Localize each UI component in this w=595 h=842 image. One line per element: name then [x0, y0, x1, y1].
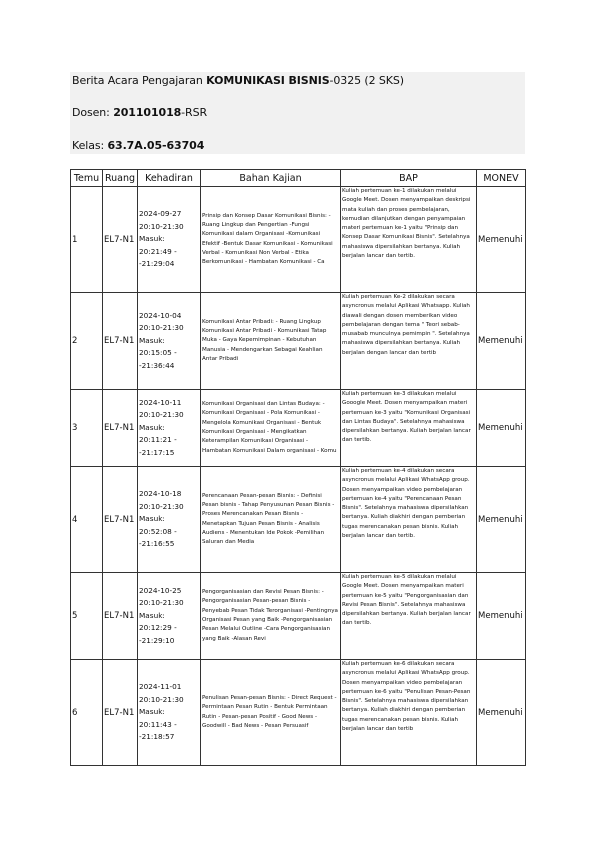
table-row: [71, 467, 526, 573]
bap-cell: Kuliah pertemuan Ke-2 dilakukan secara asyncronus melalui Aplikasi Whatsapp. Kuliah diawali dengan dosen memberikan video pembelajaran dengan tema " Teori sebab-musabab munculnya pemimpin ". Setelahnya mahasiswa dipersilahkan bertanya. Kuliah berjalan dengan lancar dan tertib: [341, 293, 477, 390]
bap-cell: Kuliah pertemuan ke-3 dilakukan melalui Gooogle Meet. Dosen menyampaikan materi pertemuan ke-3 yaitu "Komunikasi Organisasi dan Lintas Budaya". Setelahnya mahasiswa dipersilahkan bertanya. Kuliah berjalan lancar dan tertib.: [341, 390, 477, 467]
bap-cell: Kuliah pertemuan ke-4 dilakukan secara asyncronus melalui Aplikasi WhatsApp group. Dosen menyampaikan video pembelajaran pertemuan ke-4 yaitu "Perencanaan Pesan Bisnis". Setelahnya mahasiswa dipersilahkan bertanya. Kuliah diakhiri dengan pemberian tugas merencanakan pesan bisnis. Kuliah berjalan lancar dan tertib.: [341, 467, 477, 573]
ruang-cell: EL7-N1: [103, 187, 138, 293]
lecturer-suffix: -RSR: [181, 106, 208, 119]
table-row: [71, 293, 526, 390]
table-row: [71, 660, 526, 766]
bahan-kajian-cell: Prinsip dan Konsep Dasar Komunikasi Bisnis: - Ruang Lingkup dan Pengertian -Fungsi Komunikasi dalam Organisasi -Komunikasi Efektif -Bentuk Dasar Komunikasi - Komunikasi Verbal - Komunikasi Non Verbal - Etika Berkomunikasi - Hambatan Komunikasi - Ca: [201, 187, 341, 293]
kehadiran-cell: 2024-10-11 20:10-21:30 Masuk: 20:11:21 --21:17:15: [138, 390, 201, 467]
class-line: [72, 139, 204, 152]
monev-cell: Memenuhi: [477, 573, 526, 660]
table-row: [71, 187, 526, 293]
temu-cell: 5: [71, 573, 103, 660]
monev-cell: Memenuhi: [477, 467, 526, 573]
col-header-bahan-kajian: Bahan Kajian: [201, 170, 341, 187]
bahan-kajian-cell: Komunikasi Antar Pribadi: - Ruang Lingkup Komunikasi Antar Pribadi - Komunikasi Tatap Muka - Gaya Kepemimpinan - Kebutuhan Manusia - Mendengarkan Sebagai Keahlian Antar Pribadi: [201, 293, 341, 390]
bap-cell: Kuliah pertemuan ke-5 dilakukan melalui Google Meet. Dosen menyampaikan materi pertemuan ke-5 yaitu "Pengorganisasian dan Revisi Pesan Bisnis". Setelahnya mahasiswa dipersilahkan bertanya. Kuliah berjalan lancar dan tertib.: [341, 573, 477, 660]
class-code: 63.7A.05-63704: [107, 139, 205, 152]
kehadiran-cell: 2024-09-27 20:10-21:30 Masuk: 20:21:49 --21:29:04: [138, 187, 201, 293]
col-header-monev: MONEV: [477, 170, 526, 187]
table-row: [71, 573, 526, 660]
col-header-ruang: Ruang: [103, 170, 138, 187]
monev-cell: Memenuhi: [477, 293, 526, 390]
col-header-kehadiran: Kehadiran: [138, 170, 201, 187]
bahan-kajian-cell: Komunikasi Organisasi dan Lintas Budaya: - Komunikasi Organisasi - Pola Komunikasi - Mengelola Komunikasi Organisasi - Bentuk Komunikasi Organisasi - Mengikatkan Keterampilan Komunikasi Organisasi - Hambatan Komunikasi Dalam organisasi - Komu: [201, 390, 341, 467]
monev-cell: Memenuhi: [477, 390, 526, 467]
table-row: [71, 390, 526, 467]
course-suffix: -0325 (2 SKS): [329, 74, 404, 87]
col-header-temu: Temu: [71, 170, 103, 187]
kehadiran-cell: 2024-10-04 20:10-21:30 Masuk: 20:15:05 --21:36:44: [138, 293, 201, 390]
lecturer-line: [72, 106, 207, 119]
ruang-cell: EL7-N1: [103, 390, 138, 467]
kehadiran-cell: 2024-10-25 20:10-21:30 Masuk: 20:12:29 --21:29:10: [138, 573, 201, 660]
kehadiran-cell: 2024-10-18 20:10-21:30 Masuk: 20:52:08 --21:16:55: [138, 467, 201, 573]
bahan-kajian-cell: Penulisan Pesan-pesan Bisnis: - Direct Request - Permintaan Pesan Rutin - Bentuk Permintaan Rutin - Pesan-pesan Positif - Good News - Goodwill - Bad News - Pesan Persuasif: [201, 660, 341, 766]
title-prefix: Berita Acara Pengajaran: [72, 74, 207, 87]
teaching-record-table: [70, 169, 526, 766]
monev-cell: Memenuhi: [477, 187, 526, 293]
lecturer-id: 201101018: [113, 106, 182, 119]
ruang-cell: EL7-N1: [103, 293, 138, 390]
temu-cell: 3: [71, 390, 103, 467]
lecturer-label: Dosen:: [72, 106, 114, 119]
col-header-bap: BAP: [341, 170, 477, 187]
bap-cell: Kuliah pertemuan ke-6 dilakukan secara asyncronus melalui Aplikasi WhatsApp group. Dosen menyampaikan video pembelajaran pertemuan ke-6 yaitu "Penulisan Pesan-Pesan Bisnis". Setelahnya mahasiswa dipersilahkan bertanya. Kuliah diakhiri dengan pemberian tugas merencanakan pesan bisnis. Kuliah berjalan lancar dan tertib: [341, 660, 477, 766]
table-header-row: [71, 170, 526, 187]
temu-cell: 6: [71, 660, 103, 766]
temu-cell: 2: [71, 293, 103, 390]
kehadiran-cell: 2024-11-01 20:10-21:30 Masuk: 20:11:43 --21:18:57: [138, 660, 201, 766]
bahan-kajian-cell: Perencanaan Pesan-pesan Bisnis: - Definisi Pesan bisnis - Tahap Penyusunan Pesan Bisnis - Proses Merencanakan Pesan Bisnis - Menetapkan Tujuan Pesan Bisnis - Analisis Audiens - Menentukan Ide Pokok -Pemilihan Saluran dan Media: [201, 467, 341, 573]
monev-cell: Memenuhi: [477, 660, 526, 766]
ruang-cell: EL7-N1: [103, 573, 138, 660]
ruang-cell: EL7-N1: [103, 660, 138, 766]
course-name: KOMUNIKASI BISNIS: [206, 74, 330, 87]
bahan-kajian-cell: Pengorganisasian dan Revisi Pesan Bisnis: - Pengorganisasian Pesan-pesan Bisnis - Penyebab Pesan Tidak Terorganisasi -Pentingnya Organisasi Pesan yang Baik -Pengorganisasian Pesan Melalui Outline -Cara Pengorganisasian yang Baik -Alasan Revi: [201, 573, 341, 660]
temu-cell: 1: [71, 187, 103, 293]
class-label: Kelas:: [72, 139, 108, 152]
bap-cell: Kuliah pertemuan ke-1 dilakukan melalui Google Meet. Dosen menyampaikan deskripsi mata kuliah dan proses pembelajaran, kemudian dilanjutkan dengan penyampaian materi pertemuan ke-1 yaitu "Prinsip dan Konsep Dasar Komunikasi Bisnis". Setelahnya mahasiswa dipersilahkan bertanya. Kuliah berjalan lancar dan tertib.: [341, 187, 477, 293]
course-title: [72, 74, 404, 87]
ruang-cell: EL7-N1: [103, 467, 138, 573]
temu-cell: 4: [71, 467, 103, 573]
